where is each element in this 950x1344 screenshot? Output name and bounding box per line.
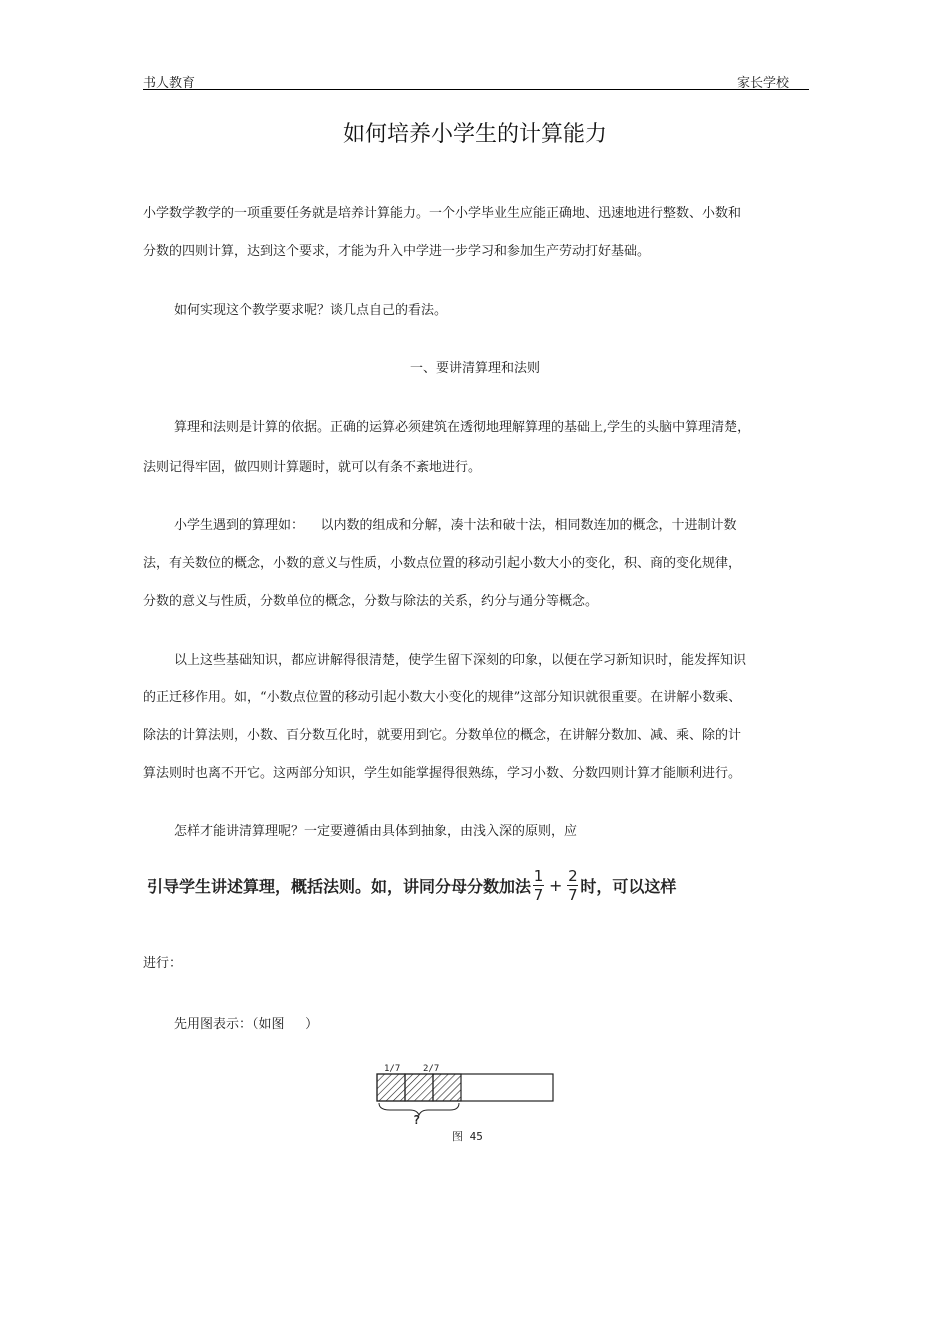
fraction-two-sevenths — [567, 868, 578, 903]
paragraph-5-line-1: 以上这些基础知识，都应讲解得很清楚，使学生留下深刻的印象，以便在学习新知识时，能发挥知识 — [174, 653, 747, 668]
paragraph-3-line-2: 法则记得牢固，做四则计算题时，就可以有条不紊地进行。 — [143, 460, 482, 475]
paragraph-7: 进行： — [143, 956, 183, 971]
fraction-one-seventh — [533, 868, 544, 903]
figure-label-two-sevenths: 2/7 — [423, 1064, 440, 1074]
figure-question-mark: ? — [413, 1113, 421, 1127]
paragraph-1-line-1: 小学数学教学的一项重要任务就是培养计算能力。一个小学毕业生应能正确地、迅速地进行整数、小数和 — [143, 206, 742, 221]
formula-prefix: 引导学生讲述算理，概括法则。如，讲同分母分数加法 — [147, 877, 532, 896]
formula-suffix: 时，可以这样 — [580, 877, 677, 896]
formula-line — [147, 868, 676, 903]
fraction-2-denominator: 7 — [568, 886, 578, 904]
fraction-1-numerator: 1 — [533, 867, 544, 885]
paragraph-4-line-2: 法，有关数位的概念，小数的意义与性质，小数点位置的移动引起小数大小的变化，积、商的变化规律， — [143, 556, 742, 571]
fraction-2-numerator: 2 — [568, 867, 578, 885]
figure-caption: 图 45 — [452, 1130, 483, 1143]
paragraph-4-line-1: 小学生遇到的算理如： 以内数的组成和分解，凑十法和破十法，相同数连加的概念，十进制计数 — [174, 518, 737, 533]
paragraph-5-line-2: 的正迁移作用。如，“小数点位置的移动引起小数大小变化的规律”这部分知识就很重要。在讲解小数乘、 — [143, 690, 742, 705]
header-right: 家长学校 — [737, 76, 790, 91]
paragraph-2: 如何实现这个教学要求呢？谈几点自己的看法。 — [174, 303, 448, 318]
figure-label-one-seventh: 1/7 — [384, 1064, 401, 1074]
shaded-segment-2 — [405, 1074, 433, 1101]
shaded-segment-3 — [433, 1074, 461, 1101]
plus-sign: + — [549, 876, 563, 895]
paragraph-5-line-3: 除法的计算法则，小数、百分数互化时，就要用到它。分数单位的概念，在讲解分数加、减、乘、除的计 — [143, 728, 742, 743]
fraction-1-denominator: 7 — [533, 886, 544, 904]
paragraph-5-line-4: 算法则时也离不开它。这两部分知识，学生如能掌握得很熟练，学习小数、分数四则计算才能顺利进行。 — [143, 766, 742, 781]
paragraph-3-line-1: 算理和法则是计算的依据。正确的运算必须建筑在透彻地理解算理的基础上,学生的头脑中算理清楚， — [174, 420, 751, 435]
fraction-bar-figure — [370, 1060, 565, 1150]
paragraph-6: 怎样才能讲清算理呢？一定要遵循由具体到抽象，由浅入深的原则，应 — [174, 824, 578, 839]
page-title: 如何培养小学生的计算能力 — [342, 122, 607, 147]
header-left: 书人教育 — [143, 76, 196, 91]
paragraph-4-line-3: 分数的意义与性质，分数单位的概念，分数与除法的关系，约分与通分等概念。 — [143, 594, 599, 609]
paragraph-1-line-2: 分数的四则计算，达到这个要求，才能为升入中学进一步学习和参加生产劳动打好基础。 — [143, 244, 651, 259]
paragraph-8: 先用图表示：（如图 ） — [174, 1017, 319, 1032]
shaded-segment-1 — [377, 1074, 405, 1101]
header-rule — [143, 89, 809, 90]
section-heading-1: 一、要讲清算理和法则 — [409, 361, 540, 376]
